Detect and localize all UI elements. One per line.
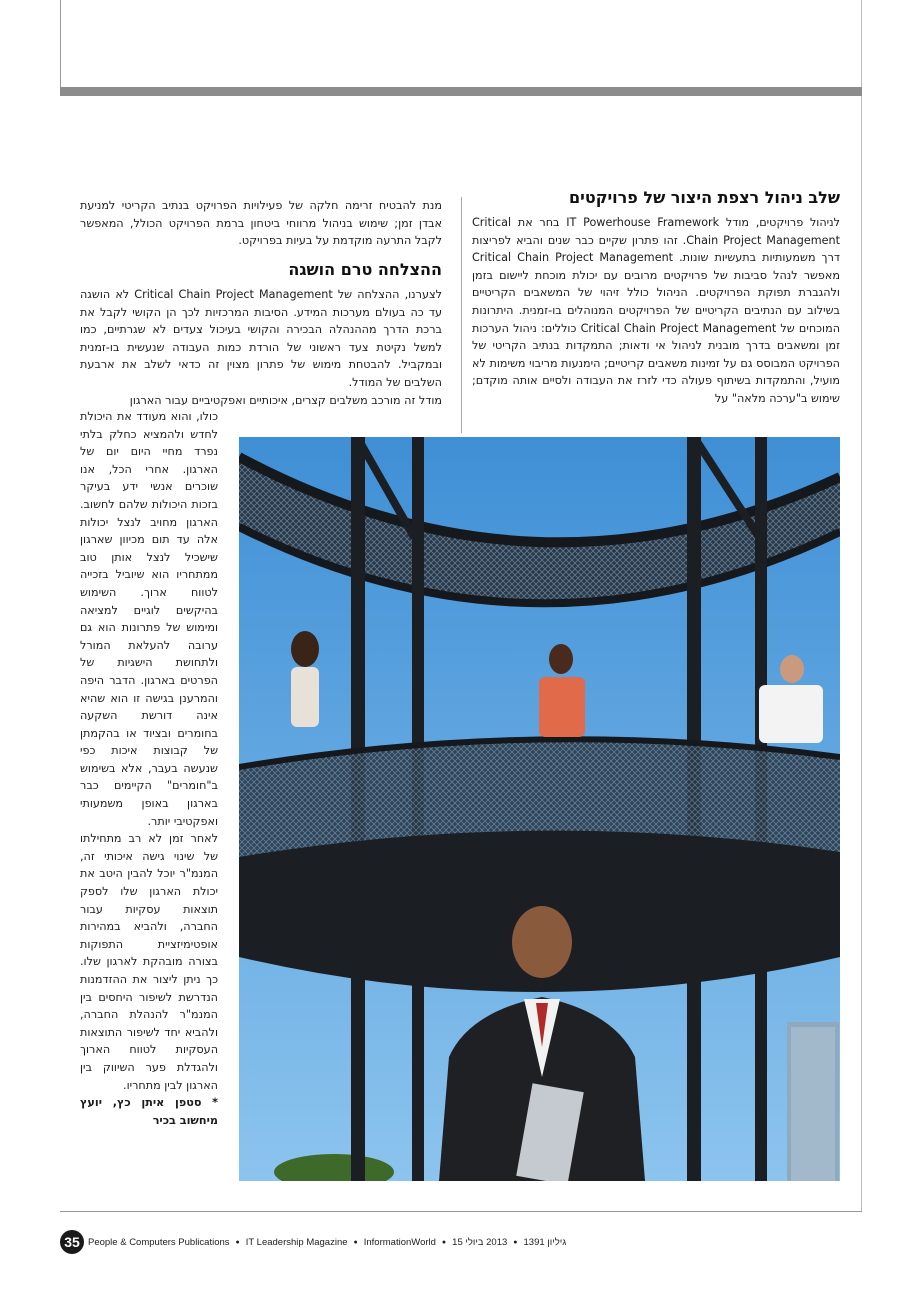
left-column-paragraph-2-start: מודל זה מורכב משלבים קצרים, איכותיים ואפקטיביים עבור הארגון: [129, 393, 442, 407]
bullet-icon: ●: [353, 1238, 358, 1246]
left-column-continuation: מנת להבטיח זרימה חלקה של פעילויות הפרויקט בנתיב הקריטי למניעת אבדן זמן; שימוש בניהול מרווחי ביטחון ברמת הפרויקט הכולל, המאפשר לקבל התרעה מוקדמת על בעיות בפרויקט.: [80, 199, 442, 248]
footer-rule: [60, 1211, 862, 1212]
narrow-column: [80, 408, 218, 1129]
section-heading-success: ההצלחה טרם הושגה: [288, 260, 442, 279]
page-number: 35: [60, 1230, 84, 1254]
left-column-top-text: [80, 197, 442, 250]
left-column-body: [80, 286, 442, 409]
footer-issue: גיליון 1391: [523, 1236, 567, 1248]
column-divider: [461, 197, 462, 433]
bullet-icon: ●: [513, 1238, 518, 1246]
page-frame-right: [861, 0, 862, 1212]
footer-brand: InformationWorld: [363, 1236, 436, 1248]
header-band: [60, 87, 862, 96]
narrow-column-paragraph-3: לאחר זמן לא רב מתחילתו של שינוי גישה איכותי זה, המנמ"ר יוכל להבין היטב את יכולת הארגון שלו לספק תוצאות עסקיות עבור החברה, ולהביא במהירות אופטימיזציית התפוקות בצורה מובהקת לארגון שלו. כך ניתן ליצור את ההזדמנות הנדרשת לשיפור היחסים בין המנמ"ר להנהלת החברה, ולהביא יחד לשיפור התוצאות העסקיות לטווח הארוך ולהגדלת פער השיווק בין הארגון לבין מתחריו.: [80, 832, 218, 1092]
footer-publisher: People & Computers Publications: [88, 1236, 230, 1248]
bullet-icon: ●: [235, 1238, 240, 1246]
bullet-icon: ●: [441, 1238, 447, 1246]
right-column-paragraph: לניהול פרויקטים, מודל IT Powerhouse Framework בחר את Critical Chain Project Management. זהו פתרון שקיים כבר שנים והביא לפריצות דרך משמעותיות בתעשיות שונות. Critical Chain Project Management מאפשר לנהל סביבות של פרויקטים מרובים עם יכולת מוכחת ליישום בזמן ולהגברת תפוקת הפרויקטים. הניהול כולל זיהוי של המשאבים הקריטיים בשילוב עם הנתיבים הקריטיים של הפרויקטים המנוהלים בו-זמנית. היתרונות המוכחים של Critical Chain Project Management כוללים: ניהול הערכות זמן ומשאבים בדרך מובנית לניהול אי ודאות; התמקדות בנתיב הקריטי של הפרויקט המבוסס גם על זמינות משאבים קריטיים; הימנעות מריבוי משימות לא מועיל, והתמקדות בשיתוף פעולה כדי לזרז את העבודה ולסיים אותה מוקדם; שימוש ב"ערכה מלאה" על: [472, 216, 841, 405]
right-column-body: [472, 214, 840, 408]
footer-date: 2013 ביולי 15: [452, 1236, 508, 1248]
photo-illustration: [239, 437, 840, 1181]
left-column-paragraph-1: לצערנו, ההצלחה של Critical Chain Project Management לא הושגה עד כה בעולם מערכות המידע. הסיבות המרכזיות לכך הן הקושי לקבל את ברכת הדרך מההנהלה הבכירה והקושי בעיכול צעדים לא שגרתיים, כמו למשל נקיטת צעד ראשוני של הורדת כמות העבודה שנעשית בו-זמנית ובמקביל. להבטחת מימוש של פתרון מצוין זה כדאי לשלב את ארבעת השלבים של המודל.: [80, 288, 442, 389]
author-byline: * סטפן איתן כץ, יועץ מיחשוב בכיר: [80, 1096, 218, 1127]
footer: [60, 1229, 620, 1255]
footer-magazine: IT Leadership Magazine: [245, 1236, 348, 1248]
narrow-column-paragraph-2: כולו, והוא מעודד את היכולת לחדש ולהמציא כחלק בלתי נפרד מחיי היום יום של הארגון. אחרי הכל, אנו שוכרים אנשי ידע בעיקר בזכות היכולות שלהם לחשוב. הארגון מחויב לנצל יכולות אלה עד תום מכיוון שארגון שישכיל לנצל אותן טוב ממתחריו הוא שיוביל בזכייה לטווח ארוך. השימוש בהיקשים לוגיים למציאה ומימוש של פתרונות הוא גם ערובה להעלאת המורל ולתחושת הישגיות של הפרטים בארגון. הדבר היפה והמרענן בגישה זו הוא שהיא אינה דורשת השקעה בחומרים ובציוד או בהקמתן של קבוצות איכות כפי שנעשה בעבר, אלא בשימוש ב"חומרים" הקיימים כבר בארגון באופן משמעותי ואפקטיבי יותר.: [80, 410, 218, 828]
section-heading-shop-floor: שלב ניהול רצפת היצור של פרויקטים: [568, 188, 840, 207]
page-frame-left: [60, 0, 61, 88]
business-people-photo: [239, 437, 840, 1181]
